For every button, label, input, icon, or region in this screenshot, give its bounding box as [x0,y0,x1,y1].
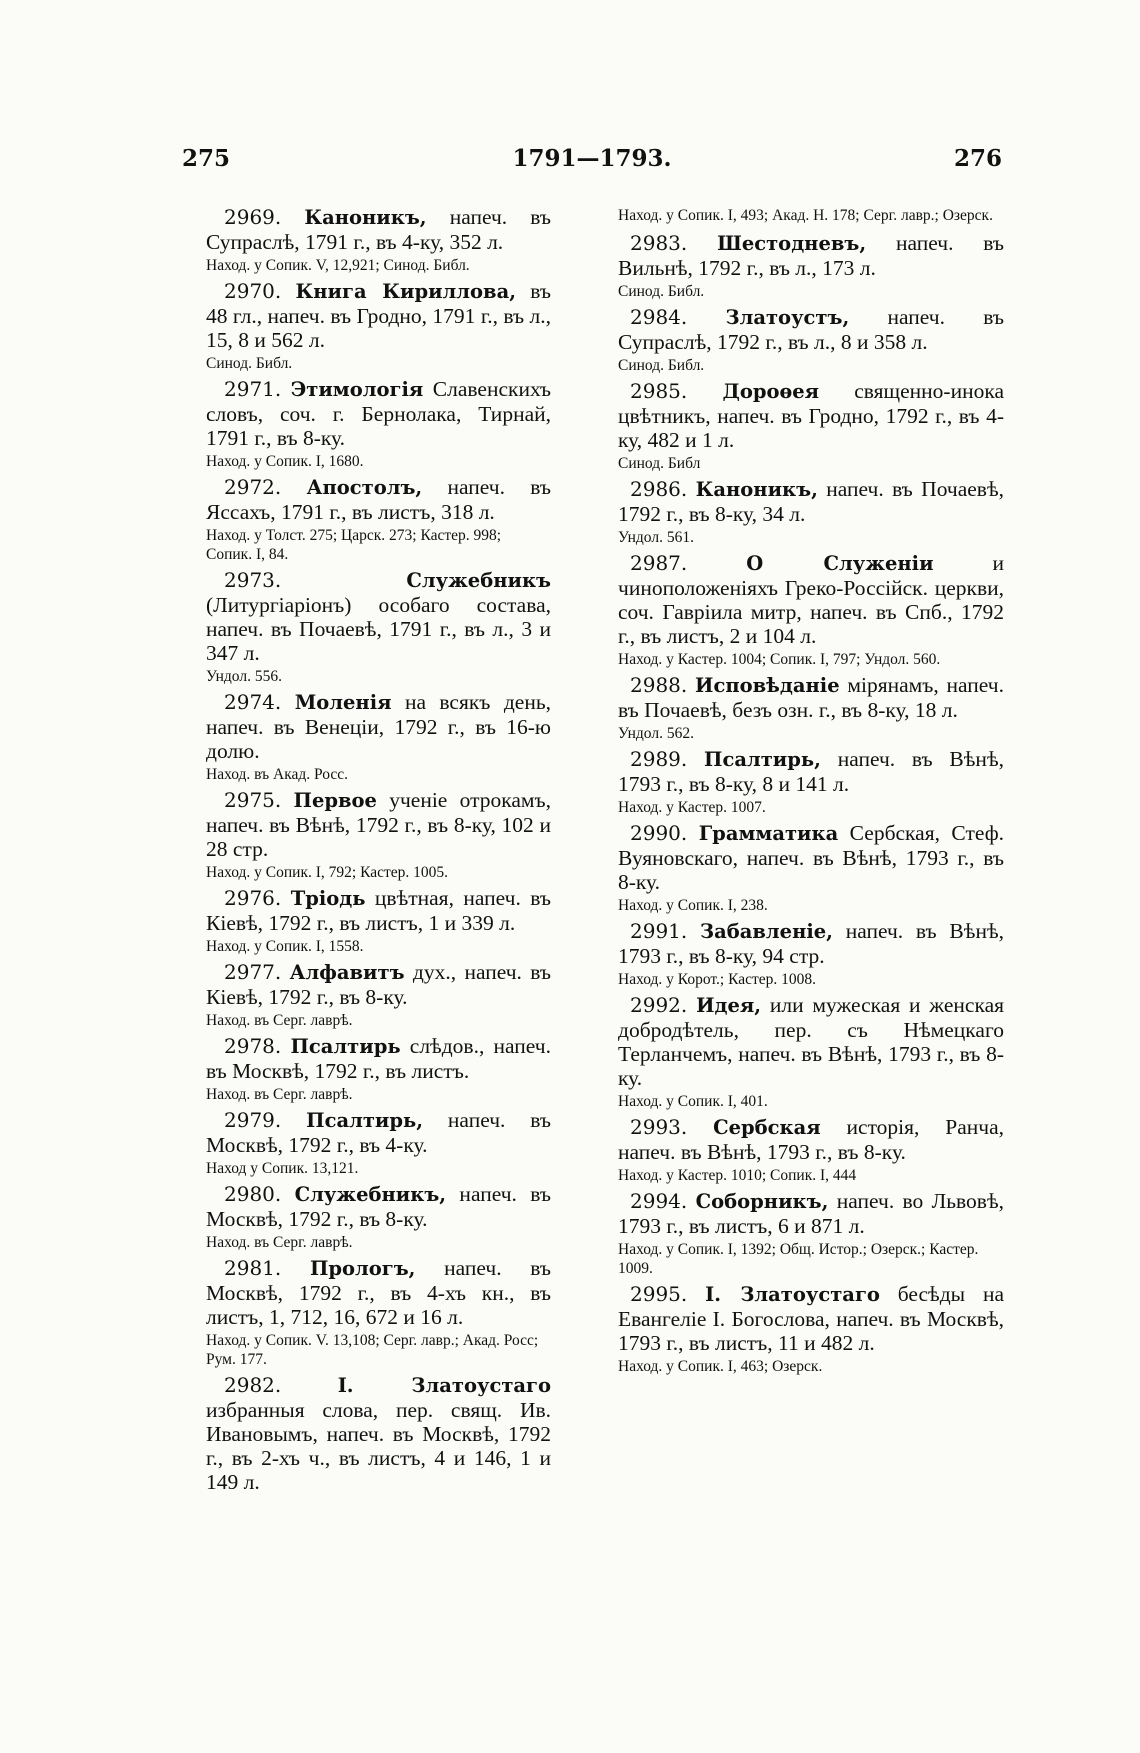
entry-source-note: Наход. въ Серг. лаврѣ. [206,1234,353,1251]
entry-number: 2983. [630,231,688,255]
entry-title: Псалтирь, [704,748,821,771]
catalog-entry [618,1282,1004,1376]
entry-text [618,305,1004,354]
entry-text [618,919,1004,968]
entry-description: и чиноположеніяхъ Греко-Россійск. церкви, соч. Гаврiила митр, напеч. въ Спб., 1792 г., въ листъ, 2 и 104 л. [618,551,1004,648]
entry-source-note: Наход. у Сопик. I, 1558. [206,938,364,955]
entry-source-note: Наход. въ Акад. Росс. [206,766,349,783]
year-range: 1791—1793. [512,145,672,172]
entry-number: 2987. [630,551,688,575]
entry-description: напеч. въ Яссахъ, 1791 г., въ листъ, 318 л. [206,475,552,524]
entry-number: 2969. [224,205,282,229]
entry-source-note: Наход. у Кастер. 1010; Сопик. I, 444 [618,1167,857,1184]
entry-title: Апостолъ, [306,476,423,499]
entry-number: 2975. [224,788,282,812]
entry-number: 2992. [630,993,688,1017]
entry-source-note: Наход. у Сопик. V. 13,108; Серг. лавр.; Акад. Росс; Рум. 177. [206,1332,539,1368]
entry-number: 2988. [630,673,688,697]
entry-description: исторія, Ранча, напеч. въ Вѣнѣ, 1793 г., въ 8-ку. [618,1115,1004,1164]
entry-text [618,231,1004,280]
entry-description: напеч. въ Вѣнѣ, 1793 г., въ 8-ку, 94 стр. [618,919,1004,968]
entry-source-note: Синод. Библ [618,455,701,472]
entry-source-note: Наход. у Сопик. I, 1392; Общ. Истор.; Озерск.; Кастер. 1009. [618,1241,979,1277]
entry-text [206,568,551,665]
entry-number: 2977. [224,960,282,984]
entry-title: Прологъ, [309,1257,416,1280]
entry-number: 2984. [630,305,688,329]
entry-title: О Служеніи [746,552,934,575]
entry-number: 2989. [630,747,688,771]
entry-number: 2979. [224,1108,282,1132]
entry-text [206,1373,551,1494]
catalog-entry [618,919,1004,989]
entry-source-note: Наход. у Корот.; Кастер. 1008. [618,971,816,988]
entry-description: напеч. въ Москвѣ, 1792 г., въ 8-ку. [206,1182,552,1231]
page-header [182,145,1002,185]
entry-text [618,747,1004,796]
entry-description: на всякъ день, напеч. въ Венеціи, 1792 г., въ 16-ю долю. [206,690,551,763]
entry-source-note: Наход. у Сопик. I, 238. [618,897,768,914]
entry-title: Дороѳея [722,380,820,403]
right-entries [618,231,1004,1376]
entry-title: Моленія [294,691,392,714]
entry-title: Псалтирь [290,1035,401,1058]
entry-text [618,1282,1004,1355]
catalog-entry [206,690,551,784]
catalog-entry [618,551,1004,669]
entry-number: 2974. [224,690,282,714]
entry-description: (Литургіаріонъ) особаго состава, напеч. въ Почаевѣ, 1791 г., въ л., 3 и 347 л. [206,593,551,665]
entry-title: Первое [293,789,377,812]
entry-source-note: Наход. у Сопик. I, 401. [618,1093,768,1110]
entry-source-note: Наход. въ Серг. лаврѣ. [206,1012,353,1029]
entry-title: Этимологія [290,378,424,401]
entry-text [618,551,1004,648]
entry-text [206,1034,551,1083]
entry-description: дух., напеч. въ Кіевѣ, 1792 г., въ 8-ку. [206,960,551,1009]
entry-source-note: Наход. у Сопик. I, 792; Кастер. 1005. [206,864,449,881]
entry-source-note: Наход. у Сопик. V, 12,921; Синод. Библ. [206,257,470,274]
entry-number: 2982. [224,1373,282,1397]
catalog-entry [618,477,1004,547]
entry-source-note: Наход. въ Серг. лаврѣ. [206,1086,353,1103]
entry-text [206,690,551,763]
left-column [206,205,551,1494]
entry-title: Служебникъ [406,569,551,592]
entry-text [206,279,551,352]
entry-text [618,1115,1004,1164]
entry-title: Каноникъ, [304,206,427,229]
entry-title: Каноникъ, [695,478,818,501]
entry-source-note: Синод. Библ. [618,357,705,374]
entry-title: Шестодневъ, [717,232,867,255]
catalog-entry [206,475,551,564]
entry-text [206,960,551,1009]
entry-source-note: Синод. Библ. [618,283,705,300]
catalog-entry [206,205,551,275]
entry-title: Служебникъ, [294,1183,447,1206]
entry-number: 2993. [630,1115,688,1139]
entry-description: напеч. въ Вильнѣ, 1792 г., въ л., 173 л. [618,231,1005,280]
entry-number: 2980. [224,1182,282,1206]
entry-title: Тріодь [290,887,366,910]
entry-number: 2973. [224,568,282,592]
entry-source-note: Синод. Библ. [206,355,293,372]
entry-source-note: Наход. у Сопик. I, 1680. [206,453,364,470]
entry-title: Забавленіе, [700,920,833,943]
entry-number: 2970. [224,279,282,303]
entry-description: бесѣды на Евангеліе I. Богослова, напеч. въ Москвѣ, 1793 г., въ листъ, 11 и 482 л. [618,1282,1005,1355]
entry-description: напеч. въ Супраслѣ, 1791 г., въ 4-ку, 352 л. [206,205,552,254]
catalog-entry [618,379,1004,473]
entry-number: 2985. [630,379,688,403]
catalog-entry [206,568,551,686]
entry-number: 2971. [224,377,282,401]
right-column [618,206,1004,1376]
entry-description: напеч. въ Москвѣ, 1792 г., въ 4-ку. [206,1108,552,1157]
entry-description: въ 48 гл., напеч. въ Гродно, 1791 г., въ л., 15, 8 и 562 л. [206,279,551,352]
catalog-entry [206,960,551,1030]
entry-text [206,377,551,450]
entry-number: 2978. [224,1034,282,1058]
catalog-entry [206,1373,551,1494]
catalog-entry [206,886,551,956]
catalog-entry [618,821,1004,915]
entry-title: Исповѣданіе [695,674,840,697]
entry-description: цвѣтная, напеч. въ Кіевѣ, 1792 г., въ листъ, 1 и 339 л. [206,886,551,935]
entry-description: ученіе отрокамъ, напеч. въ Вѣнѣ, 1792 г., въ 8-ку, 102 и 28 стр. [206,788,551,861]
entry-number: 2991. [630,919,688,943]
catalog-entry [618,747,1004,817]
entry-number: 2990. [630,821,688,845]
catalog-entry [206,1182,551,1252]
entry-description: священно-инока цвѣтникъ, напеч. въ Гродно, 1792 г., въ 4-ку, 482 и 1 л. [618,379,1005,452]
entry-text [618,1189,1004,1238]
entry-description: Славенскихъ словъ, соч. г. Бернолака, Тирнай, 1791 г., въ 8-ку. [206,377,551,450]
entry-description: напеч. въ Москвѣ, 1792 г., въ 4-хъ кн., въ листъ, 1, 712, 16, 672 и 16 л. [206,1256,551,1329]
entry-title: Сербская [713,1116,821,1139]
entry-text [206,788,551,861]
entry-title: Грамматика [698,822,839,845]
catalog-entry [618,1189,1004,1278]
entry-description: избранныя слова, пер. свящ. Ив. Ивановымъ, напеч. въ Москвѣ, 1792 г., въ 2-хъ ч., въ листъ, 4 и 146, 1 и 149 л. [206,1398,551,1494]
entry-text [618,673,1004,722]
entry-text [618,379,1004,452]
entry-source-note: Ундол. 556. [206,668,282,685]
entry-text [206,1108,551,1157]
page-number-left: 275 [182,145,231,172]
entry-description: напеч. въ Вѣнѣ, 1793 г., въ 8-ку, 8 и 141 л. [618,747,1004,796]
page-number-right: 276 [953,145,1002,172]
entry-source-note: Наход. у Кастер. 1004; Сопик. I, 797; Ундол. 560. [618,651,941,668]
continued-source-note: Наход. у Сопик. I, 493; Акад. Н. 178; Серг. лавр.; Озерск. [618,207,993,224]
entry-description: напеч. во Львовѣ, 1793 г., въ листъ, 6 и 871 л. [618,1189,1004,1238]
entry-title: Псалтирь, [306,1109,424,1132]
entry-title: Идея, [696,994,762,1017]
entry-text [618,993,1004,1090]
catalog-entry [206,788,551,882]
entry-source-note: Наход. у Сопик. I, 463; Озерск. [618,1358,823,1375]
entry-description: слѣдов., напеч. въ Москвѣ, 1792 г., въ листъ. [206,1034,551,1083]
entry-text [618,477,1004,526]
entry-text [206,886,551,935]
entry-description: мірянамъ, напеч. въ Почаевѣ, безъ озн. г., въ 8-ку, 18 л. [618,673,1004,722]
catalog-entry [206,1034,551,1104]
entry-text [206,475,551,524]
entry-source-note: Наход. у Кастер. 1007. [618,799,766,816]
catalog-entry [618,673,1004,743]
catalog-entry [618,305,1004,375]
entry-description: Сербская, Стеф. Вуяновскаго, напеч. въ Вѣнѣ, 1793 г., въ 8-ку. [618,821,1004,894]
entry-description: напеч. въ Почаевѣ, 1792 г., въ 8-ку, 34 л. [618,477,1004,526]
entry-text [206,1182,551,1231]
entry-description: напеч. въ Супраслѣ, 1792 г., въ л., 8 и 358 л. [618,305,1004,354]
catalog-entry [206,1108,551,1178]
entry-title: Соборникъ, [695,1190,829,1213]
catalog-entry [206,1256,551,1369]
entry-number: 2995. [630,1282,688,1306]
entry-number: 2994. [630,1189,688,1213]
catalog-entry [206,377,551,471]
entry-number: 2986. [630,477,688,501]
entry-title: Златоустъ, [725,306,850,329]
entry-source-note: Наход. у Толст. 275; Царск. 273; Кастер. 998; Сопик. I, 84. [206,527,502,563]
entry-title: I. Златоустаго [337,1374,551,1397]
entry-text [618,821,1004,894]
entry-title: Алфавитъ [289,961,405,984]
entry-text [206,1256,551,1329]
entry-number: 2981. [224,1256,282,1280]
entry-number: 2976. [224,886,282,910]
catalog-entry [206,279,551,373]
entry-description: или мужеская и женская добродѣтель, пер. съ Нѣмецкаго Терланчемъ, напеч. въ Вѣнѣ, 1793 г., въ 8-ку. [618,993,1005,1090]
entry-number: 2972. [224,475,282,499]
entry-title: Книга Кириллова, [295,280,517,303]
entry-source-note: Наход у Сопик. 13,121. [206,1160,359,1177]
entry-text [206,205,551,254]
catalog-entry [618,1115,1004,1185]
catalog-entry [618,993,1004,1111]
entry-source-note: Ундол. 561. [618,529,694,546]
entry-source-note: Ундол. 562. [618,725,694,742]
catalog-entry [618,231,1004,301]
entry-title: I. Златоустаго [705,1283,880,1306]
